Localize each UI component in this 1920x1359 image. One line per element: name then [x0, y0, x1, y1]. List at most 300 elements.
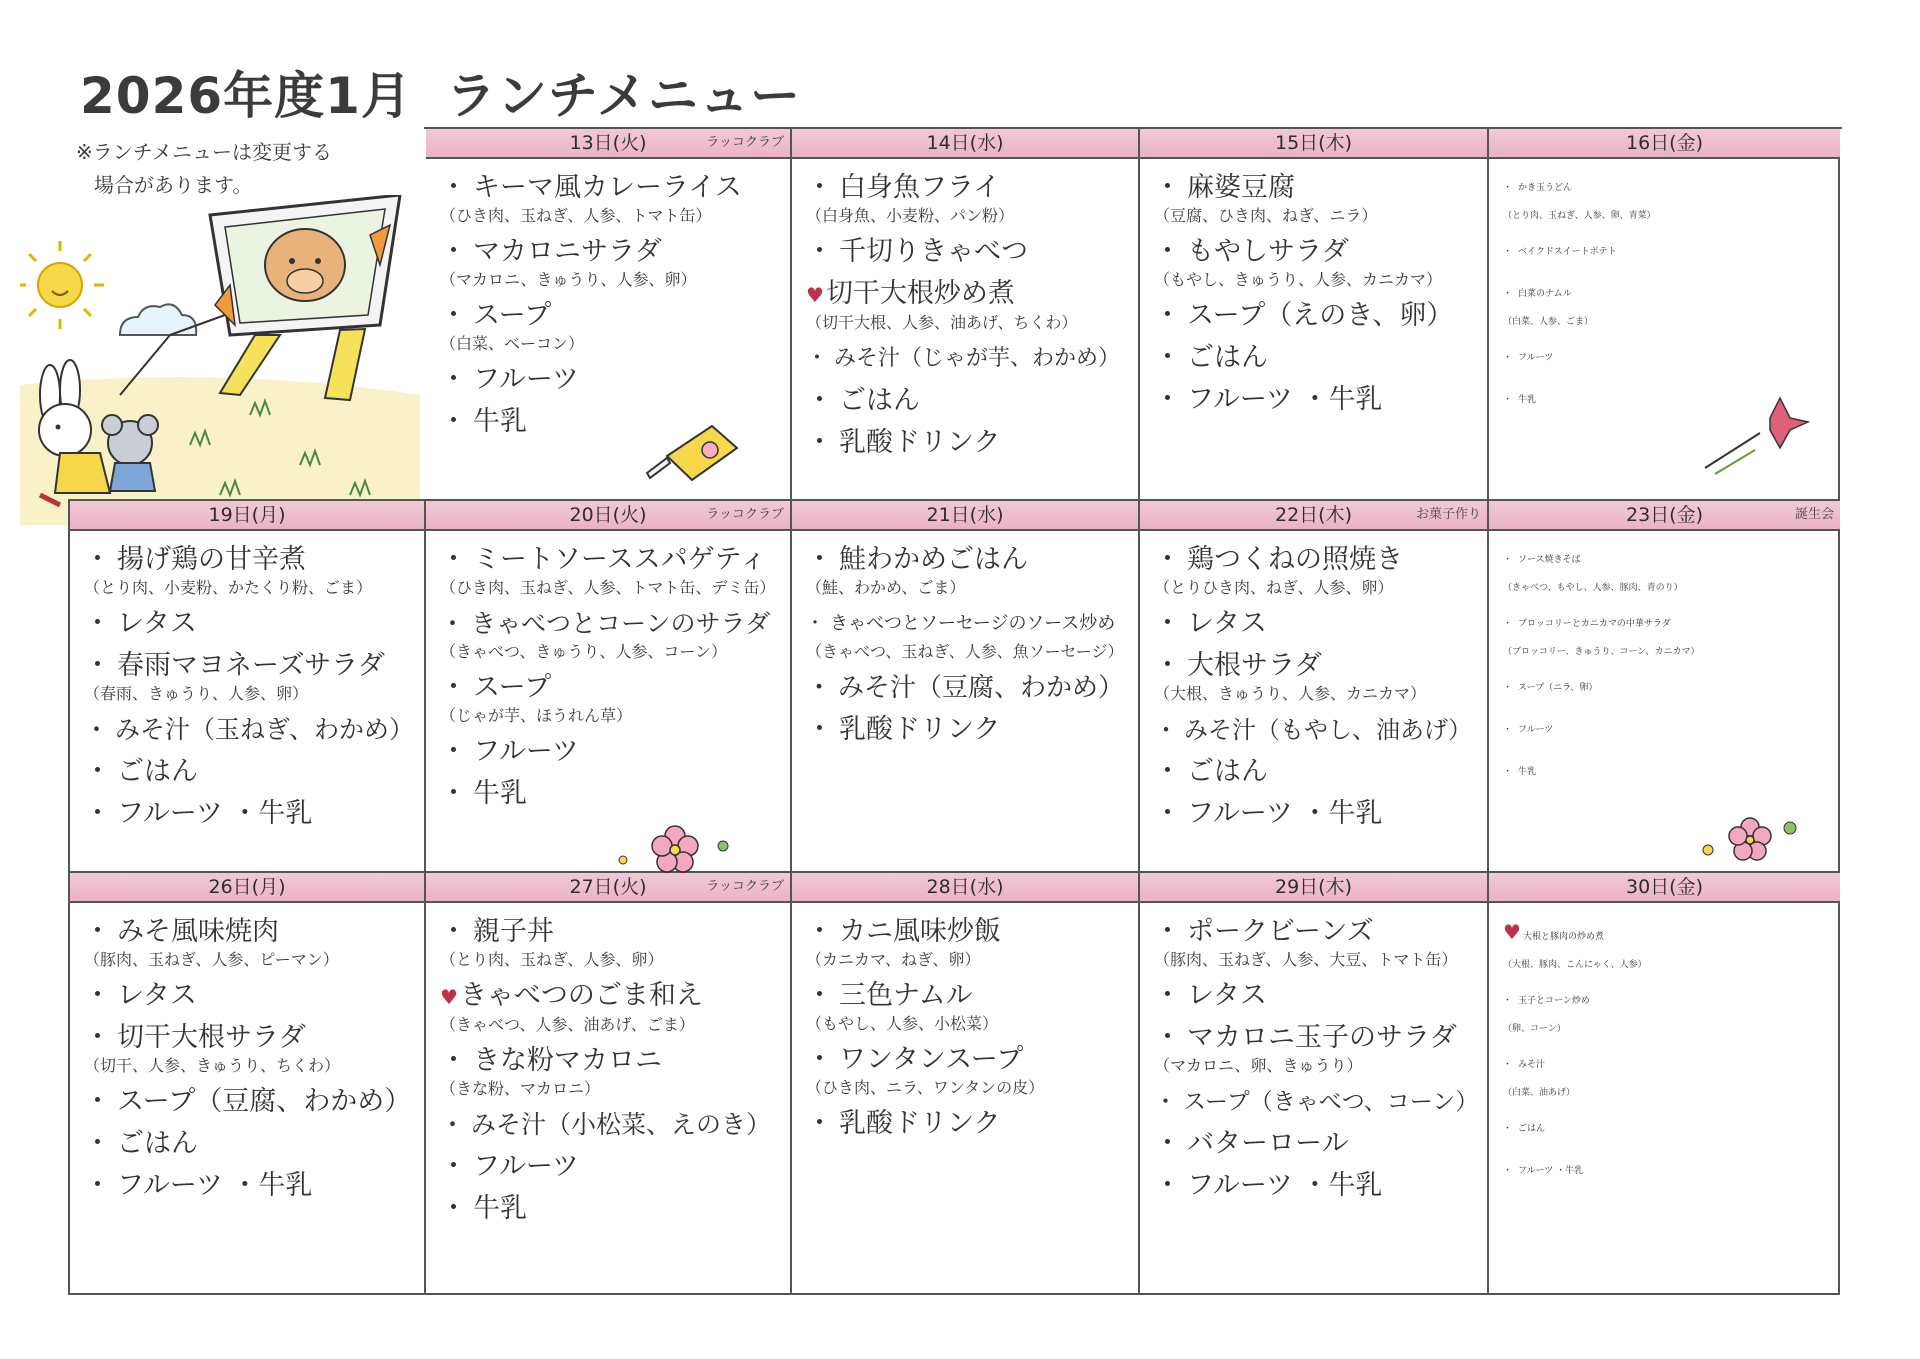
menu-item: [1154, 1085, 1479, 1119]
dish-name: 牛乳: [473, 1193, 527, 1224]
bullet: ・: [1503, 183, 1513, 193]
dish-name: みそ汁: [1518, 1060, 1546, 1070]
bullet: ・: [1154, 1022, 1181, 1053]
menu-item: [1154, 713, 1479, 747]
dish-name: スープ: [473, 672, 552, 703]
menu-item: [440, 1108, 782, 1142]
menu-items: [70, 903, 424, 1203]
menu-item: [1503, 755, 1832, 789]
dish-name: みそ汁（もやし、油あげ）: [1184, 716, 1472, 744]
day-cell: [1489, 873, 1840, 1295]
bullet: ・: [84, 544, 111, 575]
bullet: ・: [1154, 172, 1181, 203]
dish-ingredients: （マカロニ、きゅうり、人参、卵）: [440, 270, 697, 289]
bullet: ・: [806, 916, 833, 947]
menu-item: [84, 713, 416, 747]
bullet: ・: [1503, 683, 1513, 693]
bullet: ・: [1503, 725, 1513, 735]
menu-item: [806, 915, 1130, 971]
dish-name: 牛乳: [1518, 395, 1537, 405]
menu-item: [806, 1107, 1130, 1141]
dish-name: ミートソーススパゲティ: [473, 544, 767, 575]
bottle-icon: [642, 418, 752, 488]
bullet: ・: [806, 544, 833, 575]
bullet: ・: [440, 172, 467, 203]
menu-item: [1154, 915, 1479, 971]
day-header: [70, 501, 424, 531]
menu-item: [440, 235, 782, 291]
menu-item: [440, 363, 782, 397]
dish-name: 乳酸ドリンク: [839, 427, 1001, 458]
bullet: ・: [84, 1128, 111, 1159]
dish-name: きな粉マカロニ: [473, 1045, 662, 1076]
dish-ingredients: （卵、コーン）: [1503, 1024, 1566, 1034]
dish-name: 鶏つくねの照焼き: [1187, 544, 1403, 575]
flower-icon: [1700, 808, 1810, 868]
day-cell: [792, 129, 1140, 501]
menu-item: [84, 755, 416, 789]
menu-item: [84, 649, 416, 705]
day-header: [1140, 873, 1487, 903]
dish-name: フルーツ: [1518, 353, 1554, 363]
menu-item: [1503, 607, 1832, 663]
day-cell: [792, 501, 1140, 873]
bullet: ・: [1154, 798, 1181, 829]
menu-item: [1154, 341, 1479, 375]
dish-ingredients: （白菜、ベーコン）: [440, 334, 585, 353]
dish-name: 牛乳: [473, 406, 527, 437]
bullet: ・: [806, 427, 833, 458]
bullet: ・: [806, 673, 833, 703]
day-header: [792, 873, 1138, 903]
day-date: 19日(月): [208, 504, 286, 526]
menu-item: [1503, 915, 1832, 976]
menu-item: [84, 979, 416, 1013]
dish-name: カニ風味炒飯: [839, 916, 1001, 947]
bullet: ・: [440, 916, 467, 947]
day-date: 23日(金): [1625, 504, 1703, 526]
bullet: ・: [440, 1193, 467, 1224]
day-date: 14日(水): [926, 132, 1004, 154]
dish-ingredients: （とりひき肉、ねぎ、人参、卵）: [1154, 578, 1394, 597]
dish-name: 白身魚フライ: [839, 172, 1001, 203]
bullet: ・: [806, 236, 833, 267]
dish-name: スープ（きゃべつ、コーン）: [1183, 1089, 1479, 1115]
bullet: ・: [84, 1022, 111, 1053]
bullet: ・: [806, 714, 833, 745]
dish-ingredients: （鮭、わかめ、ごま）: [806, 578, 966, 597]
dish-ingredients: （白菜、人参、ごま）: [1503, 317, 1594, 327]
heart-icon: ♥: [806, 283, 824, 307]
dish-name: フルーツ ・牛乳: [1187, 1170, 1383, 1201]
menu-item: [806, 235, 1130, 269]
menu-item: [1154, 235, 1479, 291]
dish-name: 春雨マヨネーズサラダ: [117, 650, 385, 681]
grid-frame: [68, 499, 70, 1295]
bullet: ・: [440, 406, 467, 437]
bullet: ・: [806, 1108, 833, 1139]
dish-name: かき玉うどん: [1518, 183, 1573, 193]
menu-item: [1154, 1127, 1479, 1161]
bullet: ・: [1503, 619, 1513, 629]
day-header: [1489, 873, 1840, 903]
bullet: ・: [1154, 1128, 1181, 1159]
menu-item: [1154, 543, 1479, 599]
menu-item: [1503, 341, 1832, 375]
menu-items: [426, 903, 790, 1226]
day-event-tag: 誕生会: [1794, 507, 1834, 522]
menu-item: [1503, 1112, 1832, 1146]
day-cell: [1140, 501, 1489, 873]
dish-ingredients: （ブロッコリー、きゅうり、コーン、カニカマ）: [1503, 647, 1700, 657]
dish-name: みそ汁（じゃが芋、わかめ）: [834, 346, 1121, 371]
dish-ingredients: （大根、豚肉、こんにゃく、人参）: [1503, 960, 1647, 970]
menu-items: [792, 531, 1138, 747]
page-title: 2026年度1月 ランチメニュー: [80, 67, 801, 125]
dish-ingredients: （白菜、油あげ）: [1503, 1088, 1576, 1098]
dish-name: ごはん: [839, 385, 920, 416]
day-header: [426, 129, 790, 159]
menu-item: [440, 1192, 782, 1226]
menu-items: [1489, 159, 1840, 417]
dish-ingredients: （大根、きゅうり、人参、カニカマ）: [1154, 684, 1427, 703]
day-header: [792, 129, 1138, 159]
bullet: ・: [440, 1045, 467, 1076]
dish-name: スープ（豆腐、わかめ）: [117, 1086, 412, 1117]
day-event-tag: お菓子作り: [1415, 507, 1481, 522]
day-cell: [70, 501, 426, 873]
dish-ingredients: （豚肉、玉ねぎ、人参、ピーマン）: [84, 950, 339, 969]
bullet: ・: [84, 980, 111, 1011]
dish-ingredients: （とり肉、玉ねぎ、人参、卵）: [440, 950, 664, 969]
bullet: ・: [84, 608, 111, 639]
day-date: 26日(月): [208, 876, 286, 898]
dish-name: スープ（ニラ、卵）: [1518, 683, 1598, 693]
bullet: ・: [440, 236, 467, 267]
menu-item: [440, 171, 782, 227]
dish-name: 揚げ鶏の甘辛煮: [117, 544, 306, 575]
dish-name: 三色ナムル: [839, 980, 973, 1011]
dish-name: ごはん: [117, 756, 198, 787]
dish-ingredients: （じゃが芋、ほうれん草）: [440, 706, 633, 725]
dish-name: ベイクドスイートポテト: [1518, 247, 1617, 257]
menu-item: [806, 277, 1130, 334]
menu-item: [1503, 1048, 1832, 1104]
grid-frame: [68, 499, 426, 501]
dish-name: マカロニサラダ: [473, 236, 662, 267]
dish-ingredients: （きな粉、マカロニ）: [440, 1079, 601, 1098]
menu-item: [440, 1150, 782, 1184]
dish-name: ごはん: [1187, 756, 1268, 787]
dish-ingredients: （白身魚、小麦粉、パン粉）: [806, 206, 1015, 225]
menu-item: [806, 607, 1130, 663]
menu-item: [440, 979, 782, 1036]
menu-item: [1503, 235, 1832, 269]
day-cell: [1140, 873, 1489, 1295]
bullet: ・: [1154, 608, 1181, 639]
menu-items: [1140, 903, 1487, 1203]
bullet: ・: [440, 736, 467, 767]
bullet: ・: [806, 346, 829, 371]
day-date: 30日(金): [1625, 876, 1703, 898]
bullet: ・: [1503, 289, 1513, 299]
dish-name: レタス: [117, 608, 197, 639]
bullet: ・: [1154, 342, 1181, 373]
dish-name: ごはん: [1518, 1124, 1546, 1134]
menu-item: [1503, 984, 1832, 1040]
menu-item: [84, 1085, 416, 1119]
menu-item: [440, 735, 782, 769]
menu-item: [84, 543, 416, 599]
menu-item: [440, 915, 782, 971]
dish-name: 切干大根炒め煮: [825, 278, 1015, 309]
bullet: ・: [806, 385, 833, 416]
menu-items: [1489, 903, 1840, 1188]
day-date: 27日(火): [569, 876, 647, 898]
dish-name: もやしサラダ: [1187, 236, 1349, 267]
dish-name: 大根サラダ: [1187, 650, 1322, 681]
day-cell: [70, 873, 426, 1295]
dish-ingredients: （きゃべつ、もやし、人参、豚肉、青のり）: [1503, 583, 1683, 593]
bullet: ・: [440, 544, 467, 575]
bullet: ・: [84, 650, 111, 681]
dish-name: 乳酸ドリンク: [839, 714, 1001, 745]
menu-item: [440, 1044, 782, 1100]
dish-name: フルーツ: [1518, 725, 1554, 735]
bullet: ・: [1154, 916, 1181, 947]
dish-name: フルーツ: [473, 1151, 579, 1182]
day-date: 28日(水): [926, 876, 1004, 898]
dish-ingredients: （切干、人参、きゅうり、ちくわ）: [84, 1056, 341, 1075]
menu-item: [1503, 277, 1832, 333]
bullet: ・: [1503, 353, 1513, 363]
menu-calendar: [70, 129, 1840, 1295]
day-header: [1489, 129, 1840, 159]
bullet: ・: [440, 609, 466, 638]
menu-item: [84, 797, 416, 831]
sparkler-icon: [1700, 388, 1810, 478]
day-cell: [426, 501, 792, 873]
menu-item: [1503, 1154, 1832, 1188]
dish-name: 親子丼: [473, 916, 554, 947]
bullet: ・: [440, 1151, 467, 1182]
dish-name: 大根と豚肉の炒め煮: [1522, 932, 1604, 942]
bullet: ・: [1154, 300, 1181, 331]
menu-item: [806, 171, 1130, 227]
dish-ingredients: （とり肉、小麦粉、かたくり粉、ごま）: [84, 578, 373, 597]
day-date: 20日(火): [569, 504, 647, 526]
dish-name: 牛乳: [1518, 767, 1537, 777]
dish-name: 麻婆豆腐: [1187, 172, 1295, 203]
bullet: ・: [84, 916, 111, 947]
menu-item: [1503, 171, 1832, 227]
menu-item: [806, 342, 1130, 376]
day-date: 22日(木): [1274, 504, 1352, 526]
day-header: [426, 501, 790, 531]
bullet: ・: [1154, 384, 1181, 415]
menu-item: [806, 1043, 1130, 1099]
grid-frame: [424, 127, 1842, 129]
bullet: ・: [1154, 756, 1181, 787]
menu-item: [1503, 671, 1832, 705]
dish-name: フルーツ ・牛乳: [117, 1170, 313, 1201]
day-header: [1489, 501, 1840, 531]
dish-name: 鮭わかめごはん: [839, 544, 1028, 575]
dish-ingredients: （もやし、きゅうり、人参、カニカマ）: [1154, 270, 1443, 289]
day-date: 15日(木): [1274, 132, 1352, 154]
dish-name: ワンタンスープ: [839, 1044, 1024, 1075]
dish-ingredients: （ひき肉、ニラ、ワンタンの皮）: [806, 1078, 1045, 1097]
bullet: ・: [1503, 395, 1513, 405]
menu-item: [1154, 383, 1479, 417]
dish-name: ブロッコリーとカニカマの中華サラダ: [1518, 619, 1671, 629]
dish-name: バターロール: [1187, 1128, 1349, 1159]
bullet: ・: [1154, 1089, 1177, 1115]
dish-name: きゃべつとコーンのサラダ: [471, 609, 771, 638]
dish-ingredients: （カニカマ、ねぎ、卵）: [806, 950, 981, 969]
menu-items: [426, 159, 790, 439]
dish-name: フルーツ ・牛乳: [117, 798, 313, 829]
bullet: ・: [1503, 555, 1513, 565]
menu-item: [440, 607, 782, 663]
menu-item: [84, 1127, 416, 1161]
bullet: ・: [1503, 1124, 1513, 1134]
day-cell: [792, 873, 1140, 1295]
dish-name: スープ: [473, 300, 552, 331]
day-date: 16日(金): [1625, 132, 1703, 154]
dish-name: フルーツ ・牛乳: [1187, 798, 1383, 829]
menu-items: [1140, 531, 1487, 831]
dish-name: レタス: [117, 980, 197, 1011]
bullet: ・: [1503, 767, 1513, 777]
dish-name: キーマ風カレーライス: [473, 172, 742, 203]
heart-icon: ♥: [440, 985, 458, 1009]
bullet: ・: [84, 1170, 111, 1201]
dish-ingredients: （春雨、きゅうり、人参、卵）: [84, 684, 309, 703]
menu-item: [1154, 171, 1479, 227]
menu-items: [70, 531, 424, 831]
bullet: ・: [440, 672, 467, 703]
menu-item: [806, 671, 1130, 705]
dish-name: フルーツ: [473, 364, 579, 395]
bullet: ・: [84, 715, 110, 744]
dish-name: レタス: [1187, 980, 1267, 1011]
dish-name: みそ汁（豆腐、わかめ）: [838, 673, 1125, 703]
menu-item: [84, 1021, 416, 1077]
menu-item: [1503, 713, 1832, 747]
bullet: ・: [1154, 1170, 1181, 1201]
menu-item: [440, 671, 782, 727]
menu-item: [1154, 797, 1479, 831]
menu-item: [806, 426, 1130, 460]
change-notice: ※ランチメニューは変更する 場合があります。: [76, 140, 332, 197]
day-cell: [426, 873, 792, 1295]
dish-ingredients: （切干大根、人参、油あげ、ちくわ）: [806, 313, 1078, 332]
menu-item: [806, 384, 1130, 418]
dish-ingredients: （ひき肉、玉ねぎ、人参、トマト缶、デミ缶）: [440, 578, 776, 597]
day-header: [1140, 129, 1487, 159]
dish-ingredients: （マカロニ、卵、きゅうり）: [1154, 1056, 1363, 1075]
day-event-tag: ラッコクラブ: [706, 135, 784, 150]
bullet: ・: [806, 1044, 833, 1075]
dish-name: 千切りきゃべつ: [839, 236, 1028, 267]
dish-name: きゃべつとソーセージのソース炒め: [830, 613, 1116, 634]
day-date: 29日(木): [1274, 876, 1352, 898]
heart-icon: ♥: [1503, 920, 1521, 944]
bullet: ・: [440, 1110, 466, 1139]
day-date: 13日(火): [569, 132, 647, 154]
bullet: ・: [1503, 1060, 1513, 1070]
menu-item: [440, 543, 782, 599]
dish-name: 乳酸ドリンク: [839, 1108, 1001, 1139]
menu-item: [84, 915, 416, 971]
dish-ingredients: （きゃべつ、きゅうり、人参、コーン）: [440, 642, 728, 661]
dish-name: ごはん: [117, 1128, 198, 1159]
menu-item: [1154, 607, 1479, 641]
bullet: ・: [806, 613, 824, 634]
dish-name: きゃべつのごま和え: [459, 980, 703, 1011]
menu-item: [806, 713, 1130, 747]
dish-name: みそ汁（小松菜、えのき）: [471, 1110, 772, 1139]
bullet: ・: [84, 798, 111, 829]
menu-item: [1154, 649, 1479, 705]
bullet: ・: [440, 364, 467, 395]
menu-items: [1140, 159, 1487, 417]
dish-name: レタス: [1187, 608, 1267, 639]
menu-items: [426, 531, 790, 811]
menu-item: [440, 777, 782, 811]
menu-item: [1154, 1169, 1479, 1203]
day-header: [426, 873, 790, 903]
bullet: ・: [1154, 650, 1181, 681]
dish-ingredients: （とり肉、玉ねぎ、人参、卵、青菜）: [1503, 211, 1656, 221]
dish-name: スープ（えのき、卵）: [1187, 300, 1454, 331]
dish-name: フルーツ ・牛乳: [1187, 384, 1383, 415]
dish-name: フルーツ ・牛乳: [1518, 1166, 1584, 1176]
day-date: 21日(水): [926, 504, 1004, 526]
menu-item: [806, 543, 1130, 599]
bullet: ・: [440, 778, 467, 809]
bullet: ・: [1503, 996, 1513, 1006]
dish-name: ごはん: [1187, 342, 1268, 373]
bullet: ・: [84, 756, 111, 787]
dish-name: 切干大根サラダ: [117, 1022, 306, 1053]
dish-name: ポークビーンズ: [1187, 916, 1374, 947]
menu-item: [806, 979, 1130, 1035]
dish-ingredients: （豚肉、玉ねぎ、人参、大豆、トマト缶）: [1154, 950, 1458, 969]
menu-item: [1503, 543, 1832, 599]
day-header: [1140, 501, 1487, 531]
menu-items: [1489, 531, 1840, 789]
bullet: ・: [1154, 980, 1181, 1011]
menu-item: [1154, 1021, 1479, 1077]
dish-ingredients: （ひき肉、玉ねぎ、人参、トマト缶）: [440, 206, 712, 225]
bullet: ・: [1154, 544, 1181, 575]
menu-item: [1154, 755, 1479, 789]
dish-name: みそ風味焼肉: [117, 916, 279, 947]
menu-items: [792, 159, 1138, 460]
day-header: [792, 501, 1138, 531]
day-header: [70, 873, 424, 903]
menu-item: [84, 607, 416, 641]
bullet: ・: [1154, 236, 1181, 267]
day-event-tag: ラッコクラブ: [706, 507, 784, 522]
dish-name: みそ汁（玉ねぎ、わかめ）: [115, 715, 415, 744]
menu-items: [792, 903, 1138, 1141]
dish-ingredients: （豆腐、ひき肉、ねぎ、ニラ）: [1154, 206, 1378, 225]
bullet: ・: [1503, 247, 1513, 257]
dish-name: フルーツ: [473, 736, 579, 767]
